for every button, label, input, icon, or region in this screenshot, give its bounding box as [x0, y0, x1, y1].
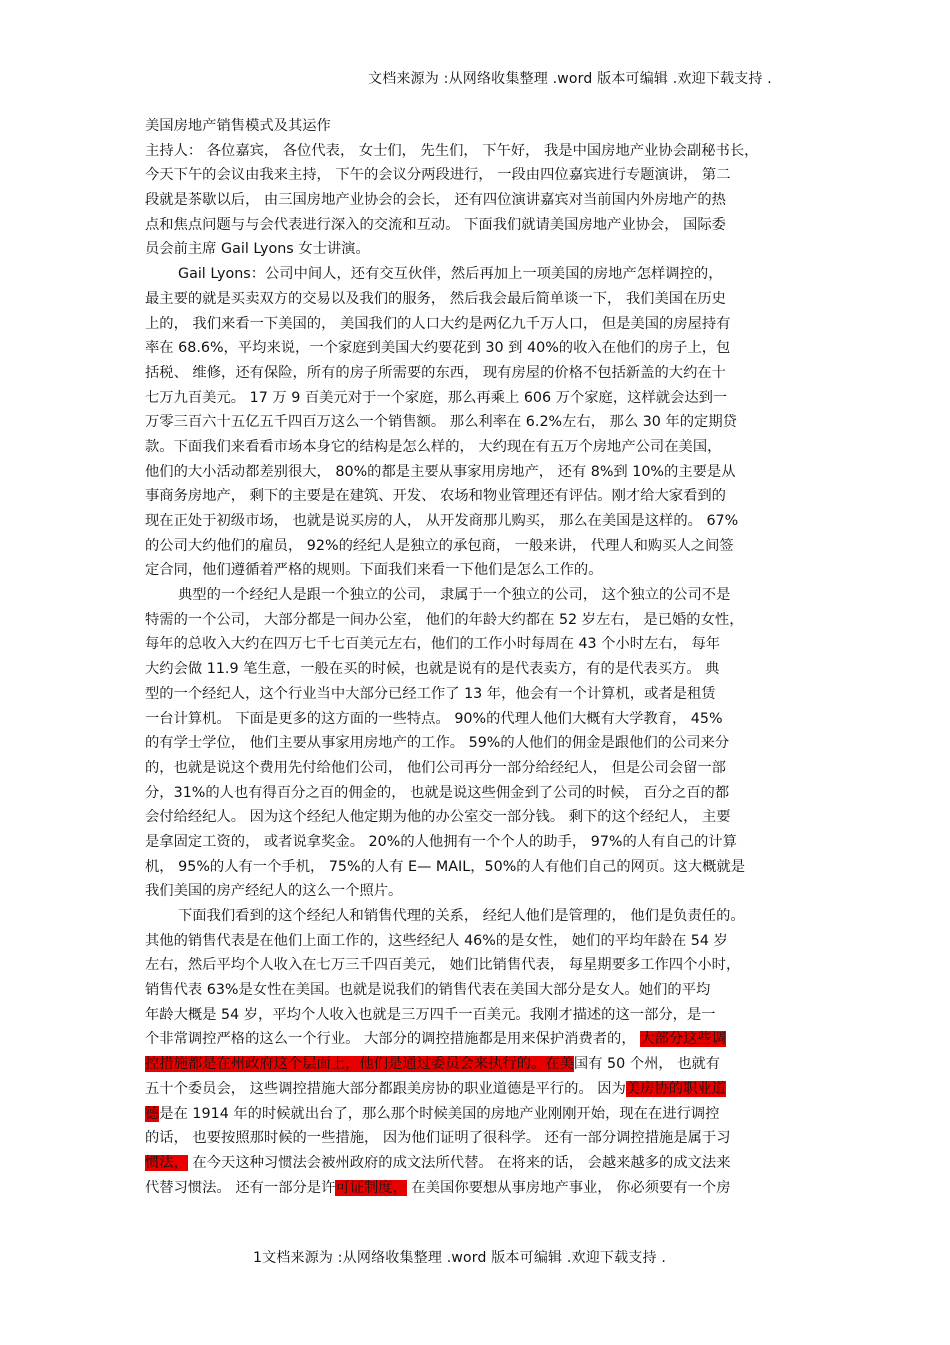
text-line	[145, 558, 815, 583]
text-line	[145, 756, 815, 781]
highlighted-text: 德	[145, 1105, 160, 1122]
line-text: 销售代表 63%是女性在美国。也就是说我们的销售代表在美国大部分是女人。她们的平均	[145, 982, 711, 999]
line-text: 款。下面我们来看看市场本身它的结构是怎么样的， 大约现在有五万个房地产公司在美国，	[145, 438, 722, 455]
page-header: 文档来源为 :从网络收集整理 .word 版本可编辑 .欢迎下载支持 .	[368, 71, 772, 87]
line-text: 率在 68.6%，平均来说，一个家庭到美国大约要花到 30 到 40%的收入在他们的房子上，包	[145, 340, 731, 357]
text-line	[145, 386, 815, 411]
line-text: 在今天这种习惯法会被州政府的成文法所代替。 在将来的话， 会越来越多的成文法来	[187, 1154, 731, 1171]
line-text: 事商务房地产， 剩下的主要是在建筑、开发、 农场和物业管理还有评估。刚才给大家看到的	[145, 488, 726, 505]
text-line	[145, 904, 815, 929]
line-text: 七万九百美元。 17 万 9 百美元对于一个家庭，那么再乘上 606 万个家庭，这样就会达到一	[145, 389, 728, 406]
text-line	[145, 657, 815, 682]
text-line	[145, 361, 815, 386]
paragraph-lines	[145, 139, 815, 1201]
text-line	[145, 830, 815, 855]
line-text: 是在 1914 年的时候就出台了，那么那个时候美国的房地产业刚刚开始，现在在进行调控	[159, 1105, 720, 1122]
text-line	[145, 213, 815, 238]
line-text: 的，也就是说这个费用先付给他们公司， 他们公司再分一部分给经纪人， 但是公司会留一部	[145, 759, 726, 776]
text-line	[145, 879, 815, 904]
line-text: 国有 50 个州， 也就有	[573, 1056, 721, 1073]
text-line	[145, 1077, 815, 1102]
line-text: 年龄大概是 54 岁，平均个人收入也就是三万四千一百美元。我刚才描述的这一部分，是一	[145, 1006, 716, 1023]
text-line	[145, 632, 815, 657]
text-line	[145, 1176, 815, 1201]
highlighted-text: 可证制度，	[335, 1179, 407, 1196]
text-line	[145, 953, 815, 978]
text-line	[145, 1126, 815, 1151]
text-line	[145, 608, 815, 633]
line-text: 大约会做 11.9 笔生意，一般在买的时候，也就是说有的是代表卖方，有的是代表买方。 典	[145, 661, 720, 678]
text-line	[145, 312, 815, 337]
line-text: 典型的一个经纪人是跟一个独立的公司， 隶属于一个独立的公司， 这个独立的公司不是	[178, 587, 731, 604]
text-line	[145, 855, 815, 880]
line-text: 一台计算机。 下面是更多的这方面的一些特点。 90%的代理人他们大概有大学教育， 45%	[145, 710, 723, 727]
line-text: 括税、 维修，还有保险，所有的房子所需要的东西， 现有房屋的价格不包括新盖的大约在十	[145, 364, 726, 381]
line-text: 其他的销售代表是在他们上面工作的，这些经纪人 46%的是女性， 她们的平均年龄在 54 岁	[145, 932, 728, 949]
line-text: 的话， 也要按照那时候的一些措施， 因为他们证明了很科学。 还有一部分调控措施是属于习	[145, 1130, 731, 1147]
highlighted-text: 控措施都是在州政府这个层面上，他们是通过委员会来执行的。在美	[145, 1056, 574, 1073]
text-line	[145, 978, 815, 1003]
text-line	[145, 534, 815, 559]
text-line	[145, 262, 815, 287]
line-text: 分，31%的人也有得百分之百的佣金的， 也就是说这些佣金到了公司的时候， 百分之百的都	[145, 784, 730, 801]
line-text: 代替习惯法。 还有一部分是许	[145, 1179, 336, 1196]
line-text: 段就是茶歇以后， 由三国房地产业协会的会长， 还有四位演讲嘉宾对当前国内外房地产的热	[145, 192, 726, 209]
text-line	[145, 1052, 815, 1077]
text-line	[145, 707, 815, 732]
line-text: 最主要的就是买卖双方的交易以及我们的服务， 然后我会最后简单谈一下， 我们美国在历史	[145, 290, 726, 307]
line-text: 现在正处于初级市场， 也就是说买房的人， 从开发商那儿购买， 那么在美国是这样的。 67%	[145, 513, 739, 529]
highlighted-text: 大部分这些调	[640, 1031, 726, 1048]
line-text: 是拿固定工资的， 或者说拿奖金。 20%的人他拥有一个个人的助手， 97%的人有自己的计算	[145, 833, 737, 850]
text-line	[145, 1102, 815, 1127]
line-text: 员会前主席 Gail Lyons 女士讲演。	[145, 241, 370, 258]
text-line	[145, 435, 815, 460]
line-text: 我们美国的房产经纪人的这么一个照片。	[145, 883, 403, 900]
line-text: 会付给经纪人。 因为这个经纪人他定期为他的办公室交一部分钱。 剩下的这个经纪人， 主要	[145, 809, 731, 826]
text-line	[145, 237, 815, 262]
line-text: 定合同，他们遵循着严格的规则。下面我们来看一下他们是怎么工作的。	[145, 562, 603, 579]
document-title: 美国房地产销售模式及其运作	[145, 118, 331, 134]
text-line	[145, 805, 815, 830]
text-line	[145, 929, 815, 954]
text-line	[145, 1151, 815, 1176]
document-body	[145, 114, 815, 1200]
line-text: 特需的一个公司， 大部分都是一间办公室， 他们的年龄大约都在 52 岁左右， 是已婚的女性，	[145, 611, 744, 628]
line-text: 他们的大小活动都差别很大， 80%的都是主要从事家用房地产， 还有 8%到 10%的主要是从	[145, 463, 736, 480]
text-line	[145, 460, 815, 485]
text-line	[145, 1027, 815, 1052]
line-text: 每年的总收入大约在四万七千七百美元左右，他们的工作小时每周在 43 个小时左右， 每年	[145, 636, 721, 653]
line-text: 型的一个经纪人，这个行业当中大部分已经工作了 13 年，他会有一个计算机，或者是租赁	[145, 685, 716, 702]
text-line	[145, 163, 815, 188]
text-line	[145, 781, 815, 806]
page-footer: 1文档来源为 :从网络收集整理 .word 版本可编辑 .欢迎下载支持 .	[253, 1250, 667, 1266]
text-line	[145, 287, 815, 312]
text-line	[145, 682, 815, 707]
text-line	[145, 336, 815, 361]
line-text: 机， 95%的人有一个手机， 75%的人有 E— MAIL，50%的人有他们自己的网页。这大概就是	[145, 858, 746, 875]
text-line	[145, 410, 815, 435]
line-text: 在美国你要想从事房地产事业， 你必须要有一个房	[406, 1179, 731, 1196]
line-text: 的有学士学位， 他们主要从事家用房地产的工作。 59%的人他们的佣金是跟他们的公司来分	[145, 735, 730, 752]
line-text: 上的， 我们来看一下美国的， 美国我们的人口大约是两亿九千万人口， 但是美国的房屋持有	[145, 315, 731, 332]
line-text: 左右，然后平均个人收入在七万三千四百美元， 她们比销售代表， 每星期要多工作四个小时，	[145, 957, 741, 974]
line-text: 个非常调控严格的这么一个行业。 大部分的调控措施都是用来保护消费者的，	[145, 1031, 641, 1048]
line-text: 下面我们看到的这个经纪人和销售代理的关系， 经纪人他们是管理的， 他们是负责任的。	[178, 908, 745, 924]
text-line	[145, 1003, 815, 1028]
text-line	[145, 583, 815, 608]
highlighted-text: 美房协的职业道	[625, 1080, 726, 1097]
text-line	[145, 484, 815, 509]
text-line	[145, 731, 815, 756]
line-text: 五十个委员会， 这些调控措施大部分都跟美房协的职业道德是平行的。 因为	[145, 1080, 626, 1097]
text-line	[145, 139, 815, 164]
line-text: 的公司大约他们的雇员， 92%的经纪人是独立的承包商， 一般来讲， 代理人和购买人之间签	[145, 537, 734, 554]
text-line	[145, 188, 815, 213]
highlighted-text: 惯法，	[145, 1154, 188, 1171]
line-text: 今天下午的会议由我来主持， 下午的会议分两段进行， 一段由四位嘉宾进行专题演讲， 第二	[145, 167, 731, 184]
text-line	[145, 509, 815, 534]
line-text: Gail Lyons：公司中间人，还有交互伙伴，然后再加上一项美国的房地产怎样调控的，	[178, 266, 723, 283]
line-text: 点和焦点问题与与会代表进行深入的交流和互动。 下面我们就请美国房地产业协会， 国际委	[145, 216, 726, 233]
line-text: 万零三百六十五亿五千四百万这么一个销售额。 那么利率在 6.2%左右， 那么 30 年的定期贷	[145, 414, 737, 431]
line-text: 主持人： 各位嘉宾， 各位代表， 女士们， 先生们， 下午好， 我是中国房地产业协会副秘书长，	[145, 142, 759, 159]
